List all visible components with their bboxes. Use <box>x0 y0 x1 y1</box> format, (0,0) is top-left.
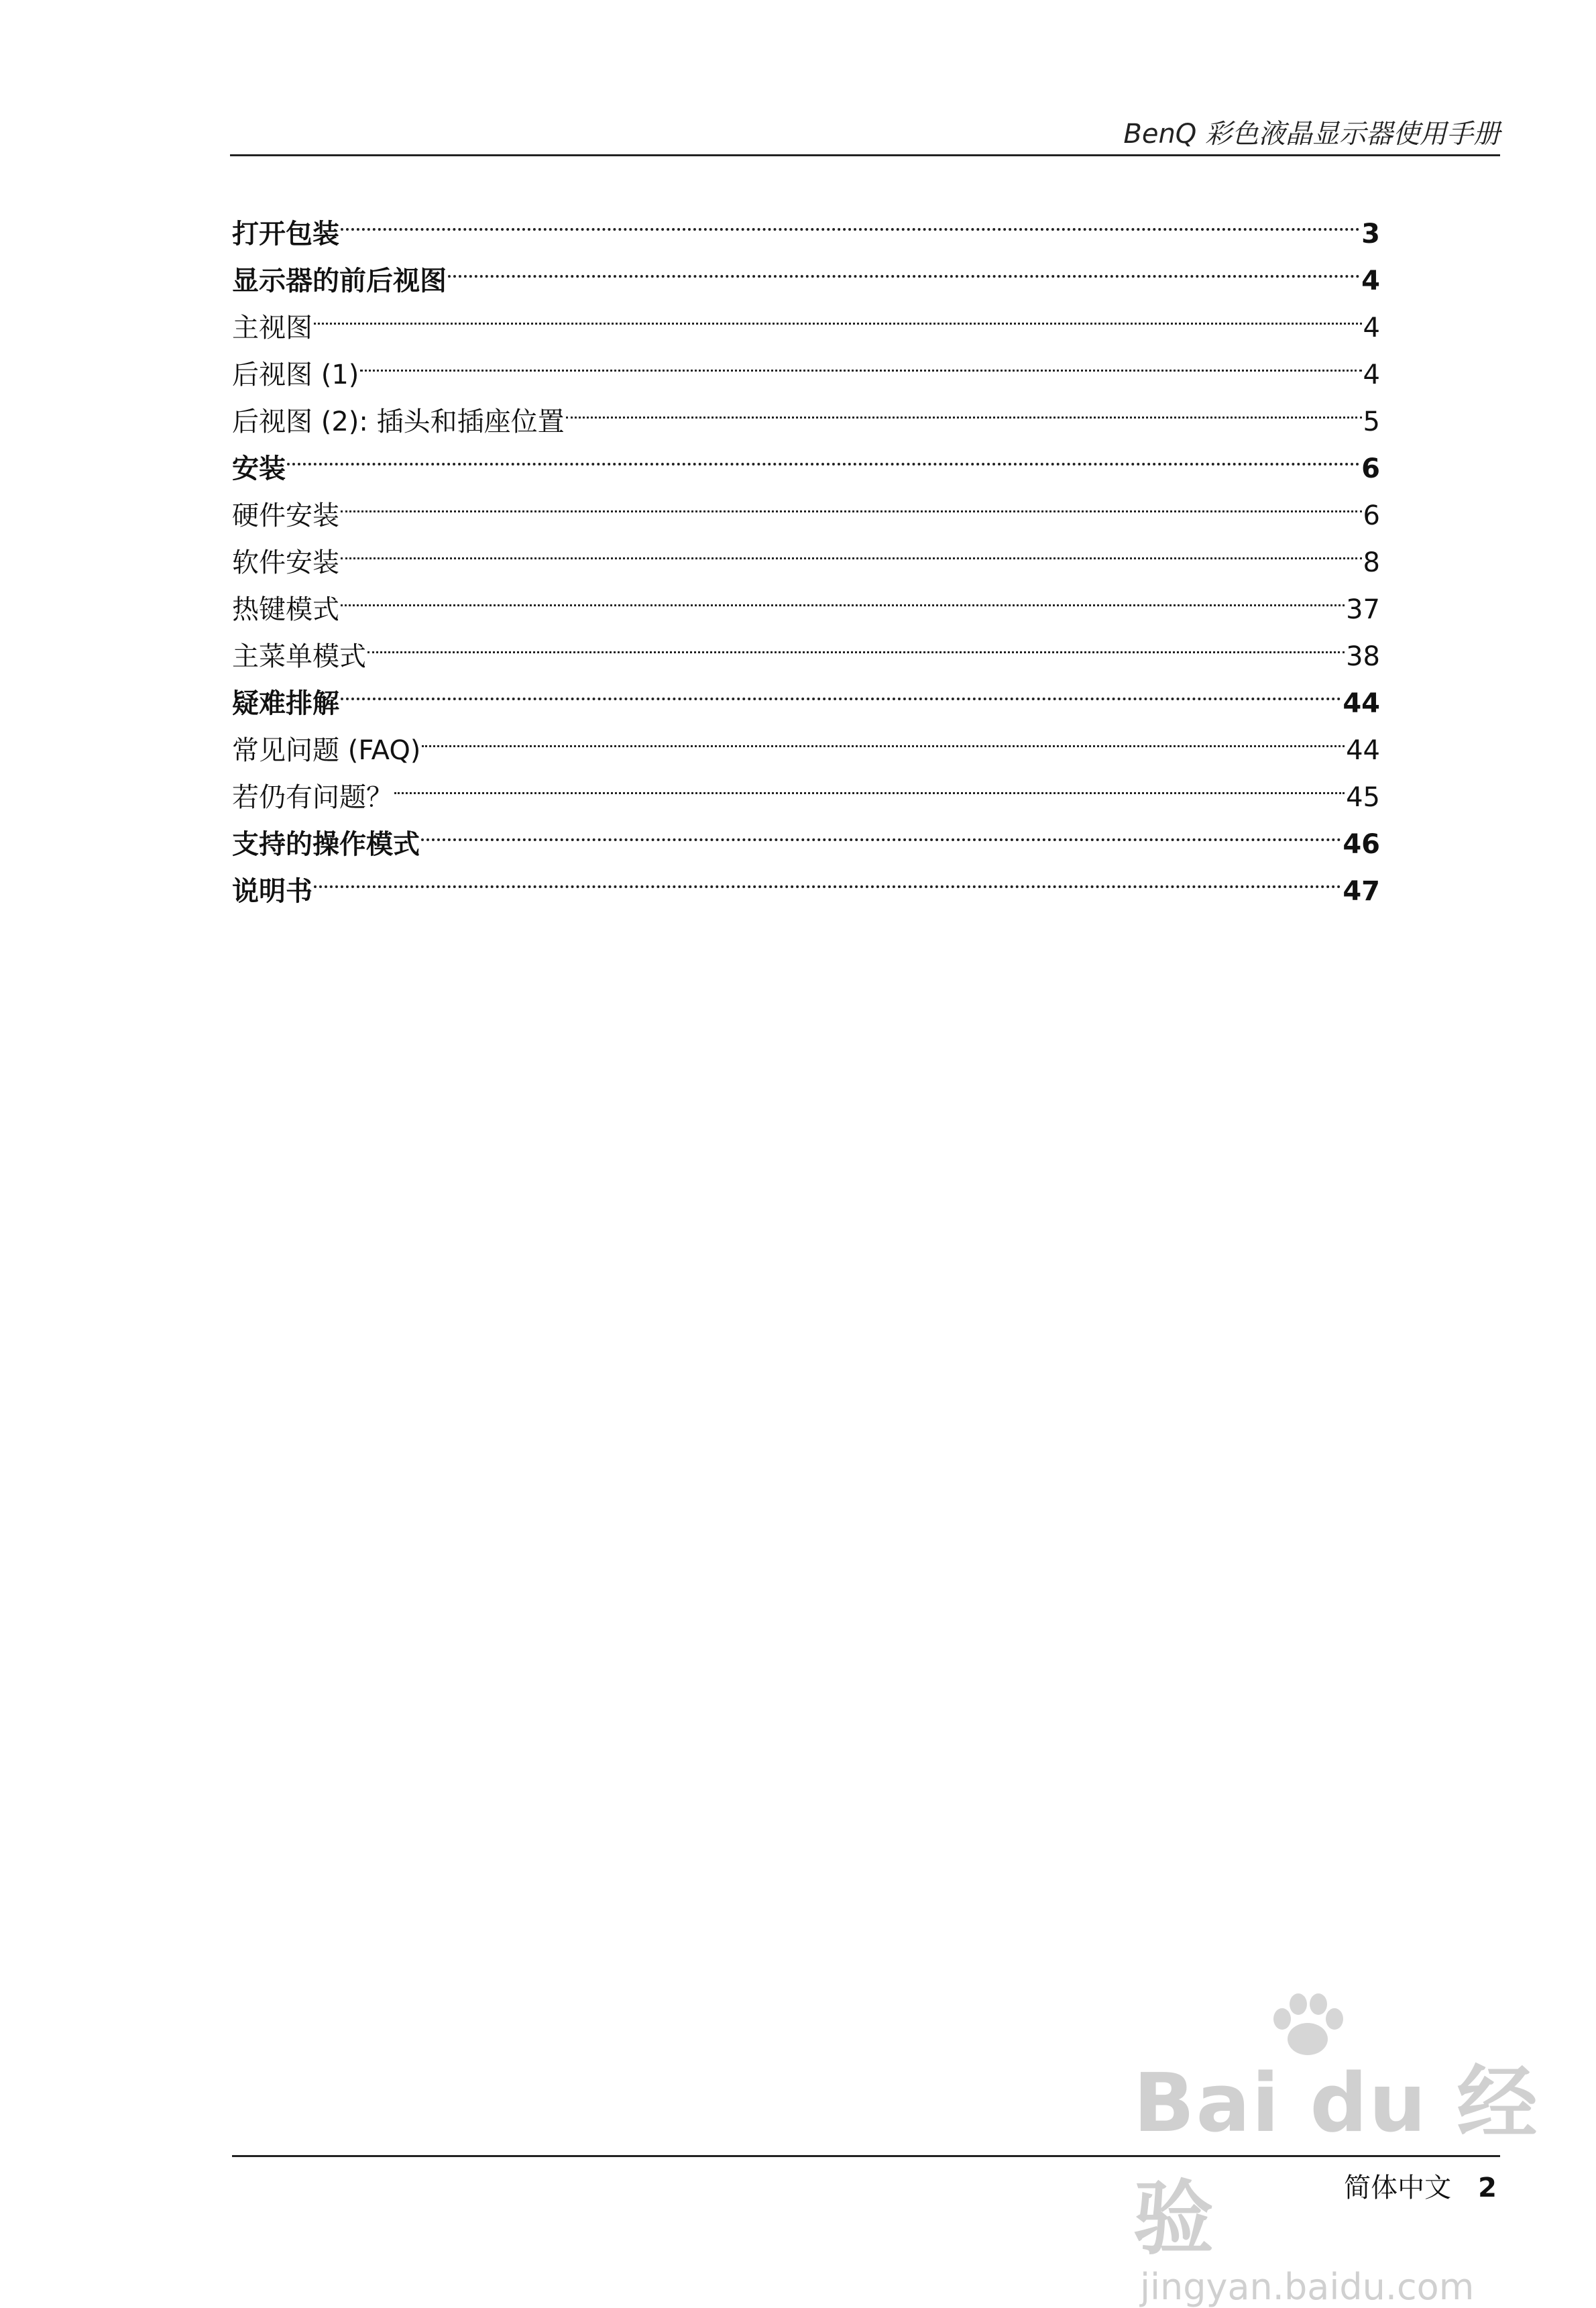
toc-entry-title: 说明书 <box>232 876 312 907</box>
toc-dot-leader <box>314 290 1362 337</box>
toc-entry[interactable] <box>232 618 1380 672</box>
toc-dot-leader <box>421 806 1341 853</box>
toc-dot-leader <box>566 384 1362 431</box>
toc-dot-leader <box>314 853 1341 900</box>
toc-entry-page: 4 <box>1363 313 1380 343</box>
running-header: BenQ 彩色液晶显示器使用手册 <box>1123 119 1500 150</box>
footer-language: 简体中文 <box>1344 2173 1452 2203</box>
toc-entry[interactable] <box>232 806 1380 860</box>
toc-entry-page: 6 <box>1361 453 1380 484</box>
toc-dot-leader <box>341 525 1362 571</box>
toc-entry-title: 后视图 (1) <box>232 360 359 390</box>
footer-rule <box>232 2155 1500 2157</box>
paw-icon <box>1267 1992 1348 2059</box>
toc-entry[interactable] <box>232 478 1380 531</box>
toc-entry-page: 44 <box>1346 735 1380 766</box>
toc-entry-page: 4 <box>1361 266 1380 296</box>
toc-dot-leader <box>422 712 1345 759</box>
watermark-url: jingyan.baidu.com <box>1140 2266 1475 2308</box>
toc-entry[interactable] <box>232 853 1380 907</box>
toc-entry[interactable] <box>232 337 1380 390</box>
toc-entry-title: 疑难排解 <box>232 688 339 719</box>
toc-entry[interactable] <box>232 665 1380 719</box>
page-number: 2 <box>1478 2173 1497 2203</box>
toc-entry-title: 主视图 <box>232 313 312 343</box>
toc-entry-title: 热键模式 <box>232 594 339 625</box>
page-footer <box>1344 2166 1497 2205</box>
toc-entry-title: 支持的操作模式 <box>232 829 420 860</box>
toc-dot-leader <box>341 196 1360 243</box>
toc-entry[interactable] <box>232 759 1380 813</box>
toc-entry-page: 5 <box>1363 406 1380 437</box>
toc-entry[interactable] <box>232 290 1380 343</box>
header-rule <box>230 154 1500 156</box>
toc-entry-title: 主菜单模式 <box>232 641 366 672</box>
watermark-logo: Bai du 经验 <box>1133 2057 1539 2266</box>
toc-entry-page: 6 <box>1363 500 1380 531</box>
toc-dot-leader <box>341 665 1341 712</box>
toc-dot-leader <box>341 478 1362 525</box>
toc-entry[interactable] <box>232 384 1380 437</box>
toc-dot-leader <box>287 431 1360 478</box>
toc-entry-page: 45 <box>1346 782 1380 813</box>
toc-entry-title: 显示器的前后视图 <box>232 266 447 296</box>
toc-entry-title: 硬件安装 <box>232 500 339 531</box>
toc-dot-leader <box>394 759 1345 806</box>
toc-entry-title: 后视图 (2): 插头和插座位置 <box>232 406 565 437</box>
toc-entry-page: 38 <box>1346 641 1380 672</box>
toc-entry[interactable] <box>232 196 1380 250</box>
toc-entry[interactable] <box>232 525 1380 578</box>
toc-entry-title: 软件安装 <box>232 547 339 578</box>
toc-entry[interactable] <box>232 431 1380 484</box>
toc-entry-page: 47 <box>1343 876 1380 907</box>
toc-entry-title: 打开包装 <box>232 219 339 250</box>
toc-entry-title: 若仍有问题？ <box>232 782 393 813</box>
toc-entry-title: 安装 <box>232 453 286 484</box>
toc-entry-page: 4 <box>1363 360 1380 390</box>
toc-entry-page: 3 <box>1361 219 1380 250</box>
toc-dot-leader <box>367 618 1345 665</box>
toc-entry-page: 8 <box>1363 547 1380 578</box>
toc-entry-page: 44 <box>1343 688 1380 719</box>
toc-dot-leader <box>448 243 1360 290</box>
toc-entry-page: 46 <box>1343 829 1380 860</box>
toc-entry[interactable] <box>232 571 1380 625</box>
toc-dot-leader <box>360 337 1361 384</box>
toc-dot-leader <box>341 571 1345 618</box>
toc-entry[interactable] <box>232 712 1380 766</box>
toc-entry-title: 常见问题 (FAQ) <box>232 735 421 766</box>
toc-entry-page: 37 <box>1346 594 1380 625</box>
table-of-contents <box>232 196 1380 907</box>
toc-entry[interactable] <box>232 243 1380 296</box>
